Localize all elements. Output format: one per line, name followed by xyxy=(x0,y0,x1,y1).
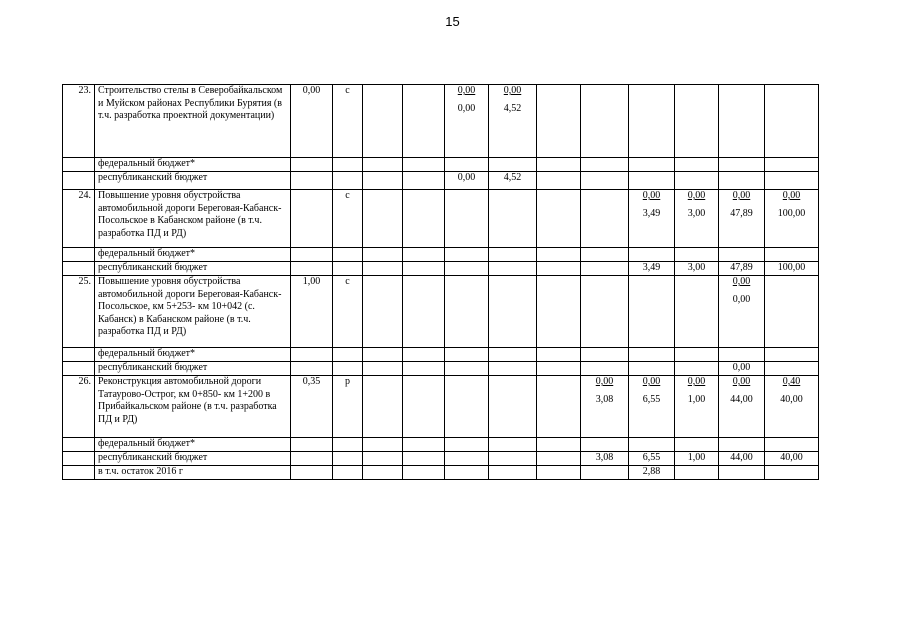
subrow-label: республиканский бюджет xyxy=(95,452,291,466)
table-row xyxy=(63,248,819,262)
table-row xyxy=(63,190,819,248)
cell: 0,00 0,00 xyxy=(719,276,765,348)
cell: 3,08 xyxy=(581,452,629,466)
subrow-label: республиканский бюджет xyxy=(95,262,291,276)
row-name: Реконструкция автомобильной дороги Татаурово-Острог, км 0+850- км 1+200 в Прибайкальском районе (в т.ч. разработка ПД и РД) xyxy=(95,376,291,438)
subrow-label: федеральный бюджет* xyxy=(95,248,291,262)
row-name: Повышение уровня обустройства автомобильной дороги Береговая-Кабанск-Посольское в Кабанском районе (в т.ч. разработка ПД и РД) xyxy=(95,190,291,248)
row-name: Строительство стелы в Северобайкальском и Муйском районах Республики Бурятия (в т.ч. разработка проектной документации) xyxy=(95,85,291,158)
subrow-label: в т.ч. остаток 2016 г xyxy=(95,466,291,480)
cell: 100,00 xyxy=(765,262,819,276)
row-type: р xyxy=(333,376,363,438)
cell: 0,00 47,89 xyxy=(719,190,765,248)
row-length xyxy=(291,190,333,248)
row-type: с xyxy=(333,85,363,158)
table-row xyxy=(63,262,819,276)
table-row xyxy=(63,348,819,362)
table-row xyxy=(63,85,819,158)
cell: 40,00 xyxy=(765,452,819,466)
subrow-label: республиканский бюджет xyxy=(95,362,291,376)
table-row xyxy=(63,276,819,348)
row-length: 0,35 xyxy=(291,376,333,438)
table-row xyxy=(63,158,819,172)
subrow-label: федеральный бюджет* xyxy=(95,158,291,172)
subrow-label: федеральный бюджет* xyxy=(95,438,291,452)
table-row xyxy=(63,438,819,452)
row-type: с xyxy=(333,276,363,348)
cell: 0,00 xyxy=(719,362,765,376)
cell: 0,00 6,55 xyxy=(629,376,675,438)
cell: 0,00 3,08 xyxy=(581,376,629,438)
cell: 0,00 xyxy=(445,172,489,190)
table-row xyxy=(63,452,819,466)
row-number: 26. xyxy=(63,376,95,438)
cell: 0,00 44,00 xyxy=(719,376,765,438)
cell: 44,00 xyxy=(719,452,765,466)
cell: 0,00 4,52 xyxy=(489,85,537,158)
subrow-label: федеральный бюджет* xyxy=(95,348,291,362)
row-type: с xyxy=(333,190,363,248)
cell: 0,00 3,49 xyxy=(629,190,675,248)
cell: 0,00 3,00 xyxy=(675,190,719,248)
table-row xyxy=(63,172,819,190)
subrow-label: республиканский бюджет xyxy=(95,172,291,190)
page-number: 15 xyxy=(445,14,460,29)
cell: 47,89 xyxy=(719,262,765,276)
cell: 0,00 100,00 xyxy=(765,190,819,248)
cell: 6,55 xyxy=(629,452,675,466)
cell: 0,40 40,00 xyxy=(765,376,819,438)
row-name: Повышение уровня обустройства автомобильной дороги Береговая-Кабанск-Посольское, км 5+253- км 10+042 (с. Кабанск) в Кабанском районе (в т.ч. разработка ПД и РД) xyxy=(95,276,291,348)
cell: 4,52 xyxy=(489,172,537,190)
row-length: 1,00 xyxy=(291,276,333,348)
row-length: 0,00 xyxy=(291,85,333,158)
cell: 3,49 xyxy=(629,262,675,276)
cell: 0,00 0,00 xyxy=(445,85,489,158)
table-row xyxy=(63,362,819,376)
row-number: 25. xyxy=(63,276,95,348)
budget-table xyxy=(62,84,819,480)
table-row xyxy=(63,376,819,438)
row-number: 24. xyxy=(63,190,95,248)
cell: 3,00 xyxy=(675,262,719,276)
table-row xyxy=(63,466,819,480)
cell: 2,88 xyxy=(629,466,675,480)
cell: 1,00 xyxy=(675,452,719,466)
row-number: 23. xyxy=(63,85,95,158)
cell: 0,00 1,00 xyxy=(675,376,719,438)
